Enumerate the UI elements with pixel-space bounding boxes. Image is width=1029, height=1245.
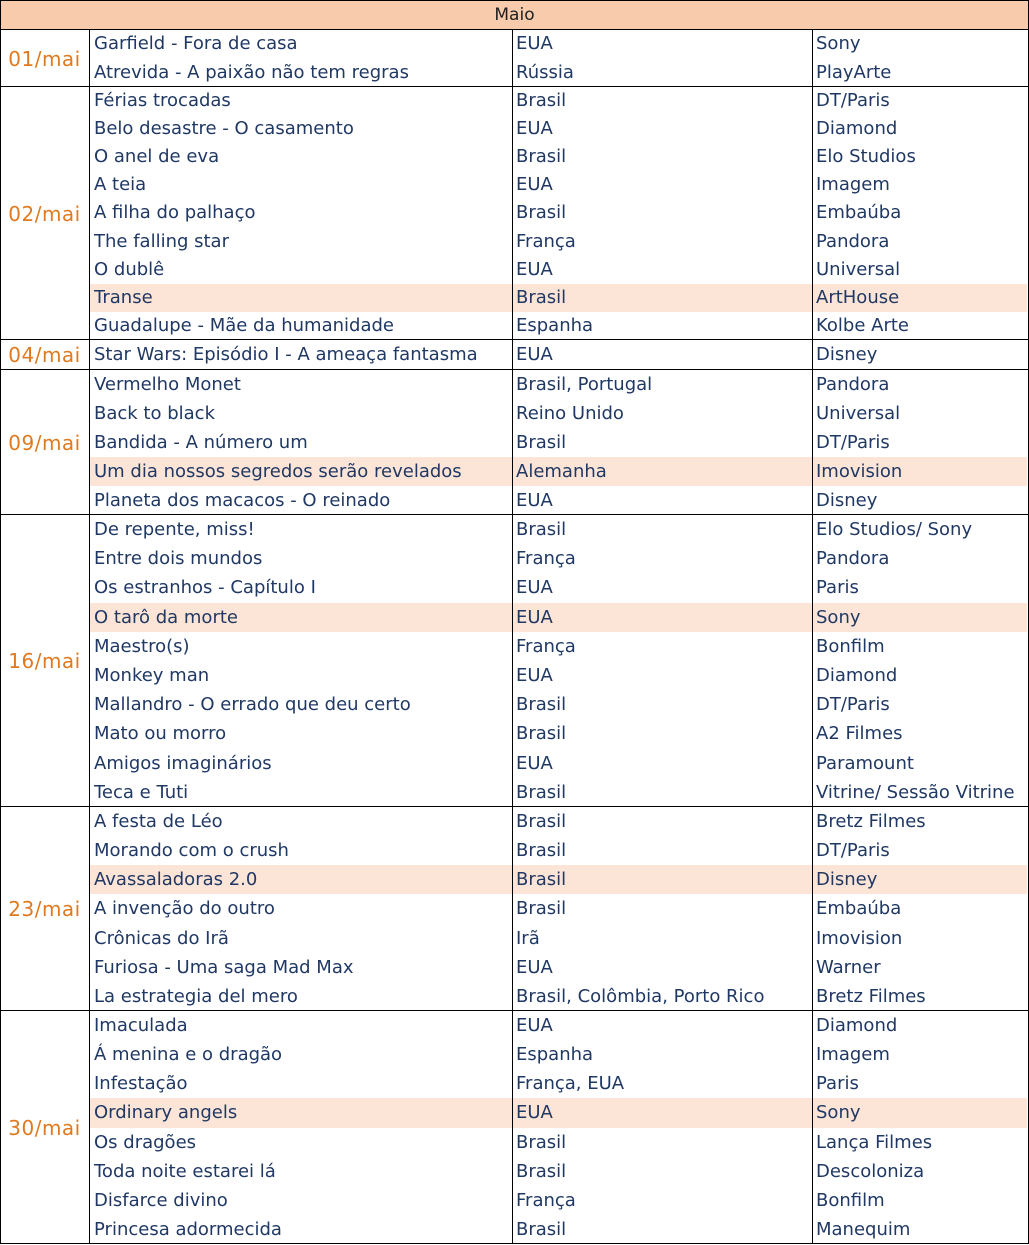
- table-row: [90, 924, 1027, 953]
- distributor-cell: PlayArte: [816, 61, 892, 83]
- column-divider: [812, 370, 813, 515]
- table-row: [90, 87, 1027, 115]
- country-cell: EUA: [516, 577, 553, 599]
- distributor-cell: Imovision: [816, 461, 903, 482]
- table-row: [90, 1128, 1027, 1157]
- movie-title: A teia: [94, 174, 147, 196]
- distributor-cell: Embaúba: [816, 898, 902, 920]
- date-group: [0, 30, 1029, 87]
- table-row: [90, 340, 1027, 370]
- table-row: [90, 749, 1027, 778]
- movie-title: Belo desastre - O casamento: [94, 118, 354, 140]
- table-row: [90, 836, 1027, 865]
- country-cell: Brasil: [516, 519, 567, 540]
- distributor-cell: Elo Studios: [816, 146, 916, 168]
- distributor-cell: Paris: [816, 577, 859, 599]
- distributor-cell: DT/Paris: [816, 432, 890, 453]
- table-row: [90, 865, 1027, 894]
- table-row: [90, 953, 1027, 982]
- movie-title: Guadalupe - Mãe da humanidade: [94, 314, 394, 336]
- distributor-cell: Imagem: [816, 1044, 890, 1066]
- movie-title: Princesa adormecida: [94, 1218, 282, 1240]
- movie-title: Morando com o crush: [94, 840, 289, 862]
- movie-title: The falling star: [94, 230, 229, 252]
- movie-title: O tarô da morte: [94, 606, 238, 628]
- distributor-cell: Diamond: [816, 1015, 898, 1036]
- table-row: [90, 1186, 1027, 1215]
- movie-title: De repente, miss!: [94, 519, 255, 540]
- country-cell: Brasil: [516, 781, 567, 803]
- table-row: [90, 171, 1027, 199]
- date-group: [0, 1011, 1029, 1244]
- column-divider: [812, 340, 813, 370]
- movie-title: Disfarce divino: [94, 1189, 228, 1211]
- date-group: [0, 515, 1029, 807]
- country-cell: Brasil: [516, 1218, 567, 1240]
- column-divider: [512, 370, 513, 515]
- table-row: [90, 284, 1027, 312]
- table-row: [90, 690, 1027, 719]
- date-group: [0, 370, 1029, 515]
- date-group: [0, 340, 1029, 370]
- country-cell: Brasil, Colômbia, Porto Rico: [516, 985, 765, 1007]
- movie-title: Amigos imaginários: [94, 752, 272, 774]
- movie-title: Star Wars: Episódio I - A ameaça fantasma: [94, 344, 478, 365]
- country-cell: EUA: [516, 118, 553, 140]
- release-date: 30/mai: [0, 1011, 90, 1244]
- movie-title: Teca e Tuti: [94, 781, 189, 803]
- distributor-cell: Pandora: [816, 374, 890, 395]
- distributor-cell: Sony: [816, 1102, 861, 1124]
- table-row: [90, 457, 1027, 486]
- movie-title: Mato ou morro: [94, 723, 227, 745]
- movie-title: A invenção do outro: [94, 898, 275, 920]
- country-cell: Alemanha: [516, 461, 607, 482]
- distributor-cell: Lança Filmes: [816, 1131, 933, 1153]
- movie-title: Atrevida - A paixão não tem regras: [94, 61, 409, 83]
- distributor-cell: Imovision: [816, 927, 903, 949]
- movie-title: Vermelho Monet: [94, 374, 241, 395]
- table-row: [90, 199, 1027, 227]
- country-cell: Irã: [516, 927, 540, 949]
- country-cell: Brasil: [516, 1131, 567, 1153]
- table-row: [90, 603, 1027, 632]
- movie-title: Á menina e o dragão: [94, 1044, 283, 1066]
- country-cell: EUA: [516, 33, 553, 54]
- distributor-cell: Imagem: [816, 174, 890, 196]
- movie-title: Maestro(s): [94, 635, 190, 657]
- table-row: [90, 719, 1027, 748]
- country-cell: Brasil: [516, 694, 567, 716]
- movie-title: Avassaladoras 2.0: [94, 869, 258, 891]
- country-cell: EUA: [516, 174, 553, 196]
- table-row: [90, 428, 1027, 457]
- movie-title: Ordinary angels: [94, 1102, 238, 1124]
- table-row: [90, 1069, 1027, 1098]
- movie-title: O dublê: [94, 258, 165, 280]
- table-row: [90, 778, 1027, 807]
- column-divider: [812, 30, 813, 87]
- column-divider: [512, 515, 513, 807]
- distributor-cell: Pandora: [816, 548, 890, 570]
- country-cell: EUA: [516, 606, 553, 628]
- distributor-cell: Bonfilm: [816, 635, 885, 657]
- country-cell: Brasil: [516, 90, 567, 111]
- column-divider: [812, 807, 813, 1011]
- country-cell: EUA: [516, 258, 553, 280]
- table-row: [90, 312, 1027, 340]
- movie-title: Furiosa - Uma saga Mad Max: [94, 956, 354, 978]
- release-date: 16/mai: [0, 515, 90, 807]
- movie-title: Entre dois mundos: [94, 548, 263, 570]
- country-cell: EUA: [516, 752, 553, 774]
- distributor-cell: DT/Paris: [816, 90, 890, 111]
- distributor-cell: Descoloniza: [816, 1160, 925, 1182]
- country-cell: Brasil: [516, 146, 567, 168]
- country-cell: França: [516, 1189, 576, 1211]
- movie-title: Os dragões: [94, 1131, 197, 1153]
- country-cell: EUA: [516, 665, 553, 686]
- movie-title: Infestação: [94, 1073, 188, 1095]
- distributor-cell: Paris: [816, 1073, 859, 1095]
- movie-title: Transe: [94, 286, 153, 308]
- distributor-cell: Disney: [816, 490, 878, 511]
- movie-title: Monkey man: [94, 665, 210, 686]
- distributor-cell: Sony: [816, 606, 861, 628]
- country-cell: Brasil: [516, 432, 567, 453]
- distributor-cell: Manequim: [816, 1218, 911, 1240]
- movie-title: Um dia nossos segredos serão revelados: [94, 461, 462, 482]
- table-row: [90, 486, 1027, 515]
- country-cell: França: [516, 230, 576, 252]
- distributor-cell: Diamond: [816, 665, 898, 686]
- table-row: [90, 115, 1027, 143]
- movie-title: Toda noite estarei lá: [94, 1160, 276, 1182]
- table-row: [90, 1157, 1027, 1186]
- table-row: [90, 143, 1027, 171]
- distributor-cell: Universal: [816, 258, 901, 280]
- column-divider: [812, 515, 813, 807]
- country-cell: EUA: [516, 344, 553, 365]
- date-group: [0, 87, 1029, 340]
- country-cell: Espanha: [516, 314, 594, 336]
- distributor-cell: Disney: [816, 869, 878, 891]
- release-date: 04/mai: [0, 340, 90, 370]
- country-cell: Brasil: [516, 840, 567, 862]
- country-cell: Brasil: [516, 898, 567, 920]
- table-row: [90, 982, 1027, 1011]
- column-divider: [812, 1011, 813, 1244]
- distributor-cell: DT/Paris: [816, 694, 890, 716]
- table-row: [90, 1040, 1027, 1069]
- country-cell: EUA: [516, 1102, 553, 1124]
- country-cell: Rússia: [516, 61, 574, 83]
- column-divider: [512, 30, 513, 87]
- movie-title: Bandida - A número um: [94, 432, 308, 453]
- movie-title: Planeta dos macacos - O reinado: [94, 490, 391, 511]
- month-header: Maio: [0, 0, 1029, 30]
- table-row: [90, 807, 1027, 836]
- table-row: [90, 399, 1027, 428]
- movie-title: Férias trocadas: [94, 90, 231, 111]
- country-cell: Espanha: [516, 1044, 594, 1066]
- table-row: [90, 573, 1027, 602]
- distributor-cell: A2 Filmes: [816, 723, 903, 745]
- release-date: 02/mai: [0, 87, 90, 340]
- column-divider: [812, 87, 813, 340]
- movie-title: Os estranhos - Capítulo I: [94, 577, 316, 599]
- country-cell: França: [516, 635, 576, 657]
- table-row: [90, 1215, 1027, 1244]
- movie-title: Back to black: [94, 403, 215, 424]
- column-divider: [512, 1011, 513, 1244]
- country-cell: Reino Unido: [516, 403, 624, 424]
- country-cell: França: [516, 548, 576, 570]
- distributor-cell: DT/Paris: [816, 840, 890, 862]
- table-row: [90, 30, 1027, 59]
- movie-title: A festa de Léo: [94, 811, 223, 832]
- movie-title: O anel de eva: [94, 146, 220, 168]
- table-row: [90, 370, 1027, 399]
- movie-title: A filha do palhaço: [94, 202, 256, 224]
- country-cell: Brasil: [516, 1160, 567, 1182]
- country-cell: Brasil: [516, 286, 567, 308]
- distributor-cell: Bretz Filmes: [816, 985, 926, 1007]
- column-divider: [512, 340, 513, 370]
- table-row: [90, 59, 1027, 88]
- country-cell: EUA: [516, 956, 553, 978]
- movie-title: Mallandro - O errado que deu certo: [94, 694, 411, 716]
- distributor-cell: Sony: [816, 33, 861, 54]
- country-cell: Brasil: [516, 811, 567, 832]
- table-row: [90, 228, 1027, 256]
- release-date: 23/mai: [0, 807, 90, 1011]
- release-date: 09/mai: [0, 370, 90, 515]
- country-cell: Brasil: [516, 202, 567, 224]
- release-date: 01/mai: [0, 30, 90, 87]
- table-row: [90, 544, 1027, 573]
- country-cell: Brasil, Portugal: [516, 374, 653, 395]
- distributor-cell: Elo Studios/ Sony: [816, 519, 973, 540]
- distributor-cell: Diamond: [816, 118, 898, 140]
- distributor-cell: Paramount: [816, 752, 914, 774]
- movie-title: Crônicas do Irã: [94, 927, 229, 949]
- column-divider: [512, 87, 513, 340]
- distributor-cell: Vitrine/ Sessão Vitrine: [816, 781, 1015, 803]
- table-row: [90, 894, 1027, 923]
- movie-title: Garfield - Fora de casa: [94, 33, 298, 54]
- country-cell: Brasil: [516, 869, 567, 891]
- table-row: [90, 661, 1027, 690]
- table-row: [90, 632, 1027, 661]
- movie-title: La estrategia del mero: [94, 985, 298, 1007]
- table-row: [90, 1011, 1027, 1040]
- country-cell: Brasil: [516, 723, 567, 745]
- country-cell: EUA: [516, 1015, 553, 1036]
- distributor-cell: ArtHouse: [816, 286, 900, 308]
- distributor-cell: Universal: [816, 403, 901, 424]
- table-row: [90, 515, 1027, 544]
- distributor-cell: Disney: [816, 344, 878, 365]
- country-cell: EUA: [516, 490, 553, 511]
- distributor-cell: Embaúba: [816, 202, 902, 224]
- date-group: [0, 807, 1029, 1011]
- distributor-cell: Bretz Filmes: [816, 811, 926, 832]
- table-row: [90, 1098, 1027, 1127]
- distributor-cell: Pandora: [816, 230, 890, 252]
- distributor-cell: Bonfilm: [816, 1189, 885, 1211]
- country-cell: França, EUA: [516, 1073, 625, 1095]
- movie-title: Imaculada: [94, 1015, 188, 1036]
- distributor-cell: Kolbe Arte: [816, 314, 909, 336]
- distributor-cell: Warner: [816, 956, 881, 978]
- table-row: [90, 256, 1027, 284]
- column-divider: [512, 807, 513, 1011]
